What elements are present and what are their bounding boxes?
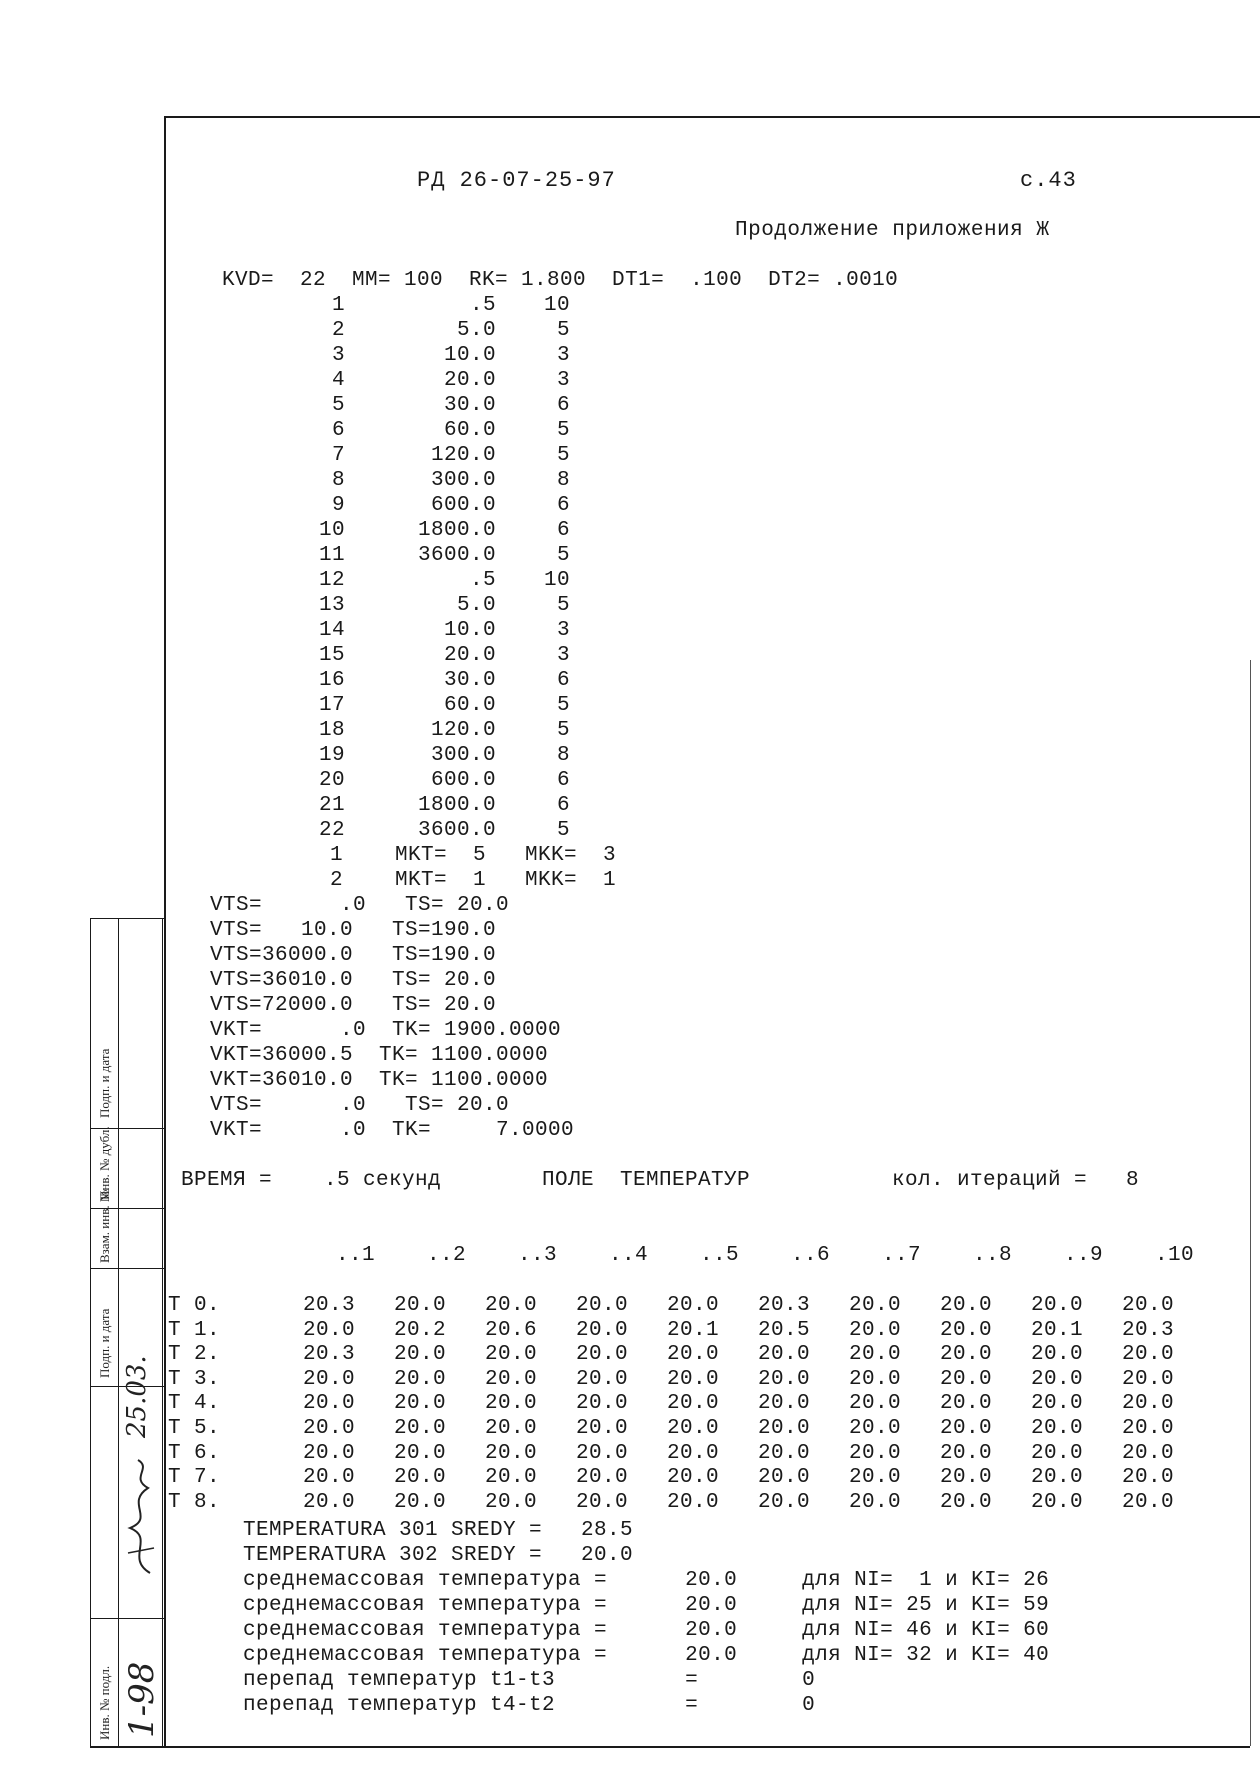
field-cell: 20.0 (302, 1417, 355, 1440)
condition-line: VKT=36010.0 TK= 1100.0000 (210, 1069, 549, 1092)
field-cell: 20.3 (1121, 1318, 1174, 1342)
field-cell: 20.0 (757, 1367, 810, 1391)
step-index: 17 (318, 694, 345, 717)
field-cell: 20.0 (575, 1490, 628, 1514)
step-time: 10.0 (443, 619, 496, 642)
field-column-header: ..6 (790, 1244, 830, 1267)
step-index: 4 (331, 369, 345, 392)
step-index: 20 (318, 769, 345, 792)
step-time: .5 (469, 294, 496, 317)
field-cell: 20.0 (666, 1367, 719, 1391)
field-cell: 20.0 (1030, 1441, 1083, 1465)
field-cell: 20.0 (757, 1417, 810, 1440)
step-time: 10.0 (443, 344, 496, 367)
step-count: 6 (556, 669, 570, 692)
field-cell: 20.1 (666, 1318, 719, 1342)
field-cell: 20.0 (484, 1490, 537, 1514)
stamp-label: Подп. и дата (97, 1308, 112, 1378)
step-index: 12 (318, 569, 345, 592)
field-cell: 20.0 (393, 1441, 446, 1465)
field-cell: 20.3 (302, 1343, 355, 1367)
field-title: ПОЛЕ ТЕМПЕРАТУР (542, 1169, 751, 1192)
step-count: 3 (556, 619, 570, 642)
summary-line: перепад температур t1-t3 = 0 (243, 1669, 816, 1692)
field-cell: 20.0 (939, 1294, 992, 1317)
step-time: 1800.0 (417, 519, 496, 542)
handwritten-inventory-number: 1-98 (122, 1661, 162, 1738)
step-count: 6 (556, 519, 570, 542)
field-cell: 20.0 (484, 1417, 537, 1440)
condition-line: VTS= 10.0 TS=190.0 (210, 919, 497, 942)
field-row-label: T 8. (168, 1490, 221, 1514)
field-column-header: .10 (1154, 1244, 1194, 1267)
field-cell: 20.0 (939, 1417, 992, 1440)
field-cell: 20.0 (757, 1441, 810, 1465)
field-cell: 20.0 (1030, 1490, 1083, 1514)
step-time: 5.0 (456, 319, 496, 342)
condition-line: VTS= .0 TS= 20.0 (210, 894, 510, 917)
summary-line: среднемассовая температура = 20.0 для NI= 1 и KI= 26 (243, 1569, 1050, 1592)
field-cell: 20.0 (575, 1392, 628, 1416)
step-index: 11 (318, 544, 345, 567)
field-cell: 20.0 (939, 1318, 992, 1342)
step-index: 3 (331, 344, 345, 367)
step-index: 1 (331, 294, 345, 317)
condition-line: VKT=36000.5 TK= 1100.0000 (210, 1044, 549, 1067)
field-cell: 20.0 (575, 1441, 628, 1465)
mkt-line: 1 MKT= 5 MKK= 3 (330, 844, 617, 867)
summary-line: среднемассовая температура = 20.0 для NI= 32 и KI= 40 (243, 1644, 1050, 1667)
field-cell: 20.0 (848, 1367, 901, 1391)
field-cell: 20.0 (1121, 1490, 1174, 1514)
field-cell: 20.3 (302, 1294, 355, 1317)
frame-top-border (164, 116, 1260, 118)
approval-stamp (90, 918, 162, 1748)
field-row-label: T 4. (168, 1392, 221, 1416)
field-cell: 20.0 (393, 1392, 446, 1416)
field-cell: 20.0 (939, 1441, 992, 1465)
field-column-header: ..4 (608, 1244, 648, 1267)
step-count: 5 (556, 819, 570, 842)
step-time: 5.0 (456, 594, 496, 617)
field-row-label: T 5. (168, 1417, 221, 1440)
field-cell: 20.0 (302, 1441, 355, 1465)
field-cell: 20.0 (666, 1466, 719, 1490)
stamp-label: Взам. инв. № (97, 1189, 112, 1263)
field-cell: 20.3 (757, 1294, 810, 1317)
summary-line: TEMPERATURA 302 SREDY = 20.0 (243, 1544, 634, 1567)
step-index: 8 (331, 469, 345, 492)
field-cell: 20.0 (666, 1441, 719, 1465)
field-row-label: T 1. (168, 1318, 221, 1342)
iterations-label: кол. итераций = 8 (892, 1169, 1140, 1192)
condition-line: VTS= .0 TS= 20.0 (210, 1094, 510, 1117)
doc-code: РД 26-07-25-97 (417, 168, 616, 193)
field-row-label: T 7. (168, 1466, 221, 1490)
step-time: 3600.0 (417, 819, 496, 842)
field-column-header: ..9 (1063, 1244, 1103, 1267)
field-cell: 20.0 (484, 1392, 537, 1416)
field-cell: 20.0 (302, 1490, 355, 1514)
step-time: .5 (469, 569, 496, 592)
params-line: KVD= 22 MM= 100 RK= 1.800 DT1= .100 DT2= .0010 (222, 269, 899, 292)
field-cell: 20.0 (393, 1343, 446, 1367)
field-cell: 20.0 (575, 1318, 628, 1342)
mkt-line: 2 MKT= 1 MKK= 1 (330, 869, 617, 892)
field-cell: 20.0 (484, 1367, 537, 1391)
field-cell: 20.0 (484, 1294, 537, 1317)
field-cell: 20.0 (666, 1417, 719, 1440)
field-cell: 20.0 (484, 1343, 537, 1367)
field-cell: 20.0 (1030, 1367, 1083, 1391)
step-count: 10 (543, 294, 570, 317)
field-cell: 20.0 (666, 1343, 719, 1367)
stamp-label: Инв. № дубл. (97, 1126, 112, 1200)
step-count: 5 (556, 544, 570, 567)
field-cell: 20.0 (1121, 1441, 1174, 1465)
field-row-label: T 3. (168, 1367, 221, 1391)
step-index: 22 (318, 819, 345, 842)
step-count: 5 (556, 594, 570, 617)
step-index: 19 (318, 744, 345, 767)
condition-line: VTS=72000.0 TS= 20.0 (210, 994, 497, 1017)
step-count: 3 (556, 344, 570, 367)
field-cell: 20.0 (848, 1318, 901, 1342)
field-cell: 20.0 (393, 1417, 446, 1440)
field-cell: 20.0 (302, 1367, 355, 1391)
step-time: 60.0 (443, 419, 496, 442)
step-time: 600.0 (430, 494, 496, 517)
frame-left-border (164, 118, 166, 1748)
field-cell: 20.0 (848, 1490, 901, 1514)
step-index: 5 (331, 394, 345, 417)
field-column-header: ..7 (881, 1244, 921, 1267)
field-cell: 20.0 (393, 1490, 446, 1514)
handwritten-signature (120, 1458, 160, 1578)
step-time: 30.0 (443, 669, 496, 692)
step-index: 10 (318, 519, 345, 542)
field-row-label: T 2. (168, 1343, 221, 1367)
step-index: 7 (331, 444, 345, 467)
step-count: 3 (556, 369, 570, 392)
field-cell: 20.0 (939, 1367, 992, 1391)
step-count: 8 (556, 469, 570, 492)
field-cell: 20.0 (484, 1466, 537, 1490)
page-number: с.43 (1020, 168, 1077, 193)
step-count: 5 (556, 319, 570, 342)
continuation-caption: Продолжение приложения Ж (735, 219, 1050, 242)
field-cell: 20.0 (302, 1392, 355, 1416)
step-time: 120.0 (430, 444, 496, 467)
field-cell: 20.0 (1121, 1343, 1174, 1367)
step-count: 5 (556, 444, 570, 467)
field-column-header: ..1 (335, 1244, 375, 1267)
frame-right-border (1250, 660, 1251, 1746)
field-cell: 20.0 (848, 1466, 901, 1490)
field-cell: 20.0 (575, 1367, 628, 1391)
field-cell: 20.0 (848, 1343, 901, 1367)
field-cell: 20.0 (1121, 1392, 1174, 1416)
step-index: 2 (331, 319, 345, 342)
field-cell: 20.2 (393, 1318, 446, 1342)
step-index: 16 (318, 669, 345, 692)
summary-line: TEMPERATURA 301 SREDY = 28.5 (243, 1519, 634, 1542)
stamp-label: Инв. № подл. (97, 1665, 112, 1740)
field-cell: 20.0 (302, 1466, 355, 1490)
condition-line: VKT= .0 TK= 7.0000 (210, 1119, 575, 1142)
frame-bottom-border (90, 1746, 1250, 1748)
step-index: 13 (318, 594, 345, 617)
field-cell: 20.0 (757, 1466, 810, 1490)
field-cell: 20.0 (393, 1466, 446, 1490)
step-time: 300.0 (430, 744, 496, 767)
field-cell: 20.0 (575, 1343, 628, 1367)
step-count: 5 (556, 419, 570, 442)
handwritten-date: 25.03. (122, 1355, 152, 1438)
summary-line: среднемассовая температура = 20.0 для NI= 46 и KI= 60 (243, 1619, 1050, 1642)
step-time: 3600.0 (417, 544, 496, 567)
step-count: 6 (556, 769, 570, 792)
field-cell: 20.0 (939, 1490, 992, 1514)
field-cell: 20.5 (757, 1318, 810, 1342)
step-time: 20.0 (443, 369, 496, 392)
step-count: 5 (556, 719, 570, 742)
field-cell: 20.0 (393, 1367, 446, 1391)
field-cell: 20.0 (666, 1490, 719, 1514)
field-cell: 20.0 (848, 1392, 901, 1416)
field-cell: 20.0 (757, 1490, 810, 1514)
field-cell: 20.0 (1030, 1294, 1083, 1317)
step-time: 1800.0 (417, 794, 496, 817)
field-row-label: T 0. (168, 1294, 221, 1317)
step-index: 14 (318, 619, 345, 642)
step-index: 9 (331, 494, 345, 517)
field-cell: 20.0 (1121, 1417, 1174, 1440)
time-label: ВРЕМЯ = .5 секунд (181, 1169, 442, 1192)
field-cell: 20.0 (484, 1441, 537, 1465)
step-time: 30.0 (443, 394, 496, 417)
step-time: 20.0 (443, 644, 496, 667)
field-row-label: T 6. (168, 1441, 221, 1465)
field-cell: 20.1 (1030, 1318, 1083, 1342)
field-column-header: ..8 (972, 1244, 1012, 1267)
condition-line: VTS=36010.0 TS= 20.0 (210, 969, 497, 992)
field-cell: 20.0 (666, 1294, 719, 1317)
field-cell: 20.0 (575, 1466, 628, 1490)
step-time: 60.0 (443, 694, 496, 717)
summary-line: среднемассовая температура = 20.0 для NI= 25 и KI= 59 (243, 1594, 1050, 1617)
field-cell: 20.0 (1030, 1392, 1083, 1416)
step-time: 600.0 (430, 769, 496, 792)
step-count: 6 (556, 394, 570, 417)
field-cell: 20.0 (757, 1343, 810, 1367)
step-count: 10 (543, 569, 570, 592)
step-index: 6 (331, 419, 345, 442)
step-index: 21 (318, 794, 345, 817)
field-cell: 20.0 (939, 1392, 992, 1416)
field-cell: 20.0 (575, 1294, 628, 1317)
step-count: 8 (556, 744, 570, 767)
step-count: 6 (556, 794, 570, 817)
step-count: 6 (556, 494, 570, 517)
field-cell: 20.0 (1030, 1417, 1083, 1440)
field-cell: 20.0 (848, 1417, 901, 1440)
stamp-label: Подп. и дата (97, 1048, 112, 1118)
summary-line: перепад температур t4-t2 = 0 (243, 1694, 816, 1717)
step-time: 300.0 (430, 469, 496, 492)
field-cell: 20.0 (666, 1392, 719, 1416)
field-cell: 20.0 (939, 1343, 992, 1367)
step-time: 120.0 (430, 719, 496, 742)
field-cell: 20.6 (484, 1318, 537, 1342)
condition-line: VTS=36000.0 TS=190.0 (210, 944, 497, 967)
field-column-header: ..2 (426, 1244, 466, 1267)
step-index: 18 (318, 719, 345, 742)
step-index: 15 (318, 644, 345, 667)
field-cell: 20.0 (1121, 1367, 1174, 1391)
condition-line: VKT= .0 TK= 1900.0000 (210, 1019, 562, 1042)
step-count: 5 (556, 694, 570, 717)
field-column-header: ..3 (517, 1244, 557, 1267)
field-cell: 20.0 (848, 1294, 901, 1317)
field-cell: 20.0 (848, 1441, 901, 1465)
field-column-header: ..5 (699, 1244, 739, 1267)
field-cell: 20.0 (757, 1392, 810, 1416)
field-cell: 20.0 (302, 1318, 355, 1342)
field-cell: 20.0 (1030, 1466, 1083, 1490)
field-cell: 20.0 (939, 1466, 992, 1490)
field-cell: 20.0 (1121, 1294, 1174, 1317)
field-cell: 20.0 (575, 1417, 628, 1440)
step-count: 3 (556, 644, 570, 667)
field-cell: 20.0 (1030, 1343, 1083, 1367)
field-cell: 20.0 (1121, 1466, 1174, 1490)
field-cell: 20.0 (393, 1294, 446, 1317)
